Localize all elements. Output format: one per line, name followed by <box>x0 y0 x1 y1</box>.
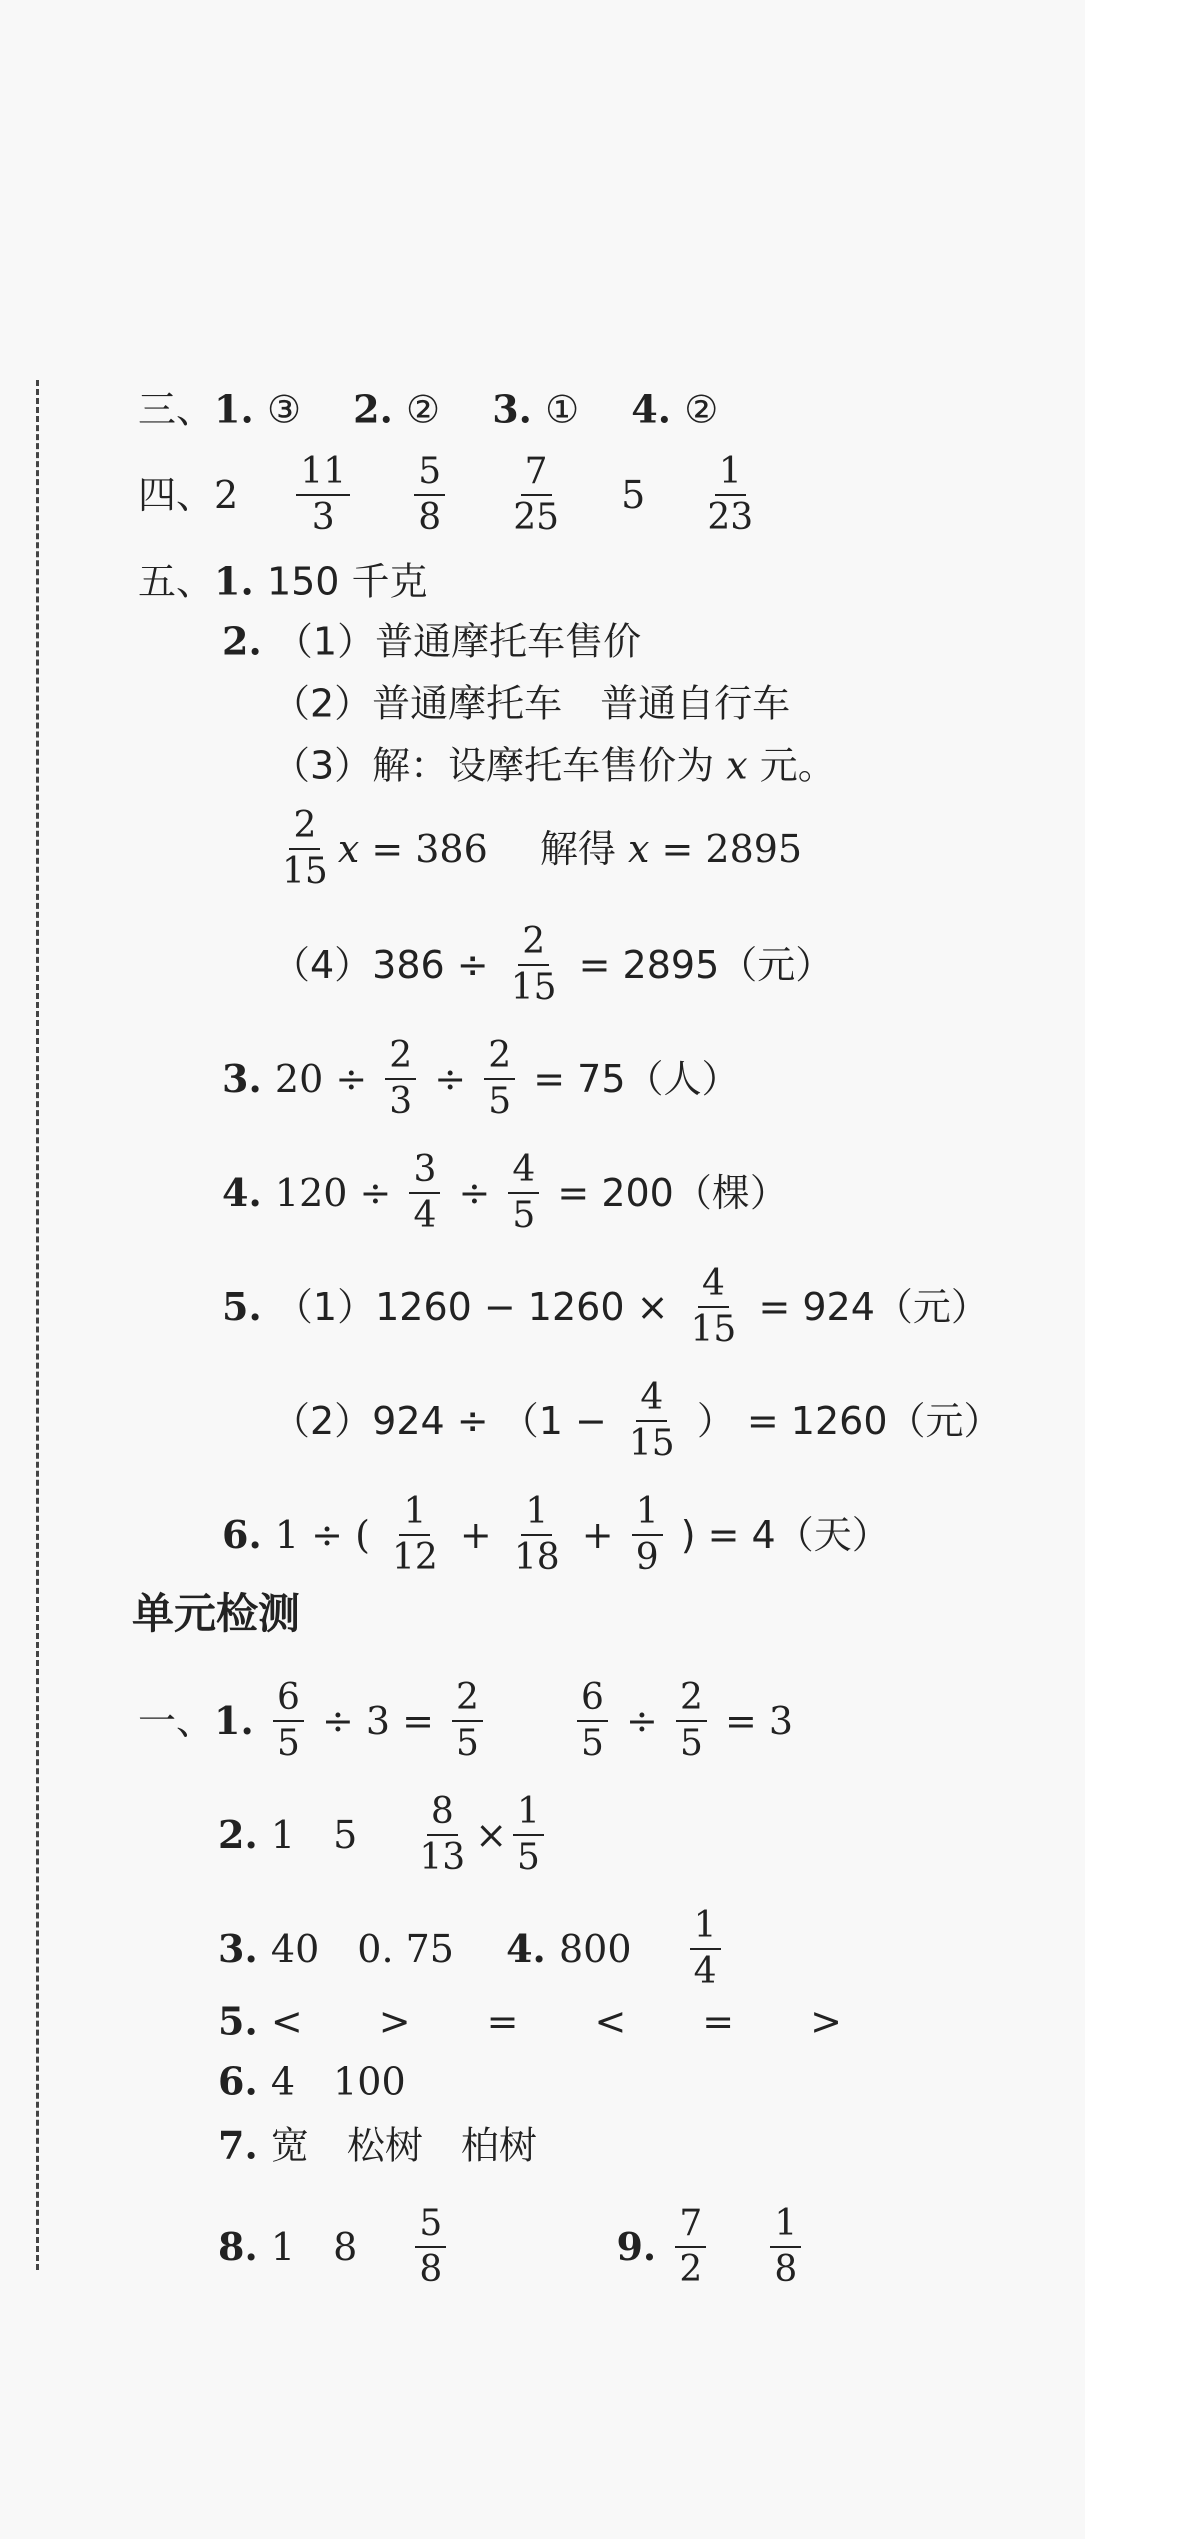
operator: ÷ <box>458 1171 491 1215</box>
expression: 120 ÷ <box>274 1171 392 1215</box>
answer-result: = 3 <box>724 1699 794 1743</box>
section-3-answers: 三、1. ③ 2. ② 3. ① 4. ② <box>138 386 719 432</box>
fraction: $\frac{1}{5}$ <box>513 1792 544 1878</box>
section-5-q2-p4 <box>272 922 833 1008</box>
unit-q8-q9: 8. 1 8 $\frac{5}{8}$ 9. $\frac{7}{2}$ $\frac{1}{8}$ <box>218 2204 807 2290</box>
operator: ÷ <box>434 1057 467 1101</box>
fraction: $\frac{8}{13}$ <box>419 1791 466 1878</box>
answer: 1 8 <box>270 2225 358 2269</box>
operator: + <box>459 1513 492 1557</box>
expression: （1）1260 − 1260 × <box>274 1285 669 1329</box>
section-label: 一、 <box>138 1699 215 1743</box>
fraction: $\frac{5}{8}$ <box>414 452 445 538</box>
item-number: 3 <box>492 386 519 432</box>
item-number: 4 <box>222 1170 249 1215</box>
expression: 1 ÷ ( <box>274 1513 370 1557</box>
answer: 1 5 <box>270 1813 358 1857</box>
unit-q2: 2. 1 5 $\frac{8}{13}$ × $\frac{1}{5}$ <box>218 1792 550 1878</box>
answer: ② <box>684 387 719 432</box>
section-5-q2-equation <box>278 806 802 892</box>
answer: 4 100 <box>270 2059 406 2104</box>
expression: （2）924 ÷ （1 − <box>272 1399 607 1443</box>
unit-q5: 5. < > = < = > <box>218 1998 842 2044</box>
answer: （4）386 ÷ <box>272 943 489 987</box>
answer-suffix: 元。 <box>747 743 836 788</box>
answer-result: ) = 4（天） <box>680 1513 890 1557</box>
fraction: $\frac{2}{5}$ <box>676 1678 707 1764</box>
answer: 5 <box>621 473 646 517</box>
fraction: $\frac{5}{8}$ <box>415 2204 446 2290</box>
unit-test-heading: 单元检测 <box>132 1589 301 1638</box>
section-5-q1: 五、1. 150 千克 <box>138 558 428 604</box>
section-5-q6: 6. 1 ÷ ( $\frac{1}{12}$ + $\frac{1}{18}$ + $\frac{1}{9}$ ) = 4（天） <box>222 1491 890 1578</box>
item-number: 6 <box>218 2058 245 2104</box>
fraction: $\frac{11}{3}$ <box>296 452 350 538</box>
fraction: $\frac{4}{15}$ <box>690 1263 737 1350</box>
answer: ② <box>406 387 441 432</box>
fraction: $\frac{1}{18}$ <box>513 1491 560 1578</box>
unit-q1: 一、1. $\frac{6}{5}$ ÷ 3 = $\frac{2}{5}$ $\frac{6}{5}$ ÷ $\frac{2}{5}$ = 3 <box>138 1677 794 1764</box>
answer: （3）解：设摩托车售价为 <box>272 743 715 788</box>
fraction: $\frac{1}{9}$ <box>632 1492 663 1578</box>
item-number: 1 <box>214 558 241 604</box>
cut-line <box>36 380 39 2270</box>
expression: 20 ÷ <box>274 1057 368 1101</box>
section-label: 五、 <box>138 559 215 604</box>
item-number: 1 <box>214 386 241 432</box>
answer-result: ） = 1260（元） <box>696 1399 1002 1443</box>
item-number: 5 <box>222 1284 249 1329</box>
answer: （2）普通摩托车 普通自行车 <box>272 681 791 726</box>
answer: < > = < = > <box>270 1999 842 2044</box>
answer: 2 <box>214 473 239 517</box>
answer: （1）普通摩托车售价 <box>274 619 642 664</box>
section-5-q2-p3 <box>272 740 836 788</box>
item-number: 2 <box>222 618 249 664</box>
answer: 800 <box>558 1927 632 1971</box>
item-number: 2 <box>218 1812 245 1857</box>
item-number: 6 <box>222 1512 249 1557</box>
fraction: $\frac{2}{15}$ <box>282 805 328 892</box>
fraction: $\frac{1}{4}$ <box>690 1906 721 1992</box>
operator: × <box>475 1813 508 1857</box>
fraction: $\frac{2}{15}$ <box>510 921 557 1008</box>
fraction: $\frac{4}{15}$ <box>628 1377 675 1464</box>
section-5-q3: 3. 20 ÷ $\frac{2}{3}$ ÷ $\frac{2}{5}$ = 75（人） <box>222 1035 740 1122</box>
fraction: $\frac{1}{8}$ <box>770 2204 801 2290</box>
answer-result: = 924（元） <box>758 1285 989 1329</box>
variable: x <box>337 827 360 871</box>
unit-q3-q4: 3. 40 0. 75 4. 800 $\frac{1}{4}$ <box>218 1906 727 1992</box>
operator: ÷ <box>626 1699 658 1743</box>
item-number: 9 <box>616 2224 643 2269</box>
solution-value: = 2895 <box>649 827 803 871</box>
fraction: $\frac{2}{3}$ <box>385 1036 416 1122</box>
section-5-q4: 4. 120 ÷ $\frac{3}{4}$ ÷ $\frac{4}{5}$ = 200（棵） <box>222 1149 788 1236</box>
answer: ③ <box>266 387 302 432</box>
answer-result: = 200（棵） <box>557 1171 788 1215</box>
item-number: 7 <box>218 2122 245 2168</box>
section-5-q2-p2 <box>272 678 790 726</box>
fraction: $\frac{2}{5}$ <box>452 1678 483 1764</box>
section-label: 三、 <box>138 387 215 432</box>
section-5-q5-p2 <box>272 1378 1002 1464</box>
equation-rhs: = 386 <box>359 827 488 871</box>
section-5-q2-p1: 2. （1）普通摩托车售价 <box>222 618 642 664</box>
fraction: $\frac{3}{4}$ <box>409 1150 440 1236</box>
answer-result: = 2895（元） <box>578 943 834 987</box>
item-number: 4 <box>631 386 658 432</box>
item-number: 5 <box>218 1998 245 2044</box>
section-label: 四、 <box>138 473 215 517</box>
section-4-answers <box>138 452 763 538</box>
unit-q6: 6. 4 100 <box>218 2058 406 2104</box>
fraction: $\frac{6}{5}$ <box>577 1678 608 1764</box>
variable: x <box>627 827 650 871</box>
fraction: $\frac{7}{25}$ <box>513 451 560 538</box>
fraction: $\frac{1}{12}$ <box>392 1491 438 1578</box>
fraction: $\frac{7}{2}$ <box>675 2204 706 2290</box>
item-number: 3 <box>222 1056 249 1101</box>
fraction: $\frac{1}{23}$ <box>707 451 754 538</box>
expression: ÷ 3 = <box>321 1699 434 1743</box>
section-5-q5-p1: 5. （1）1260 − 1260 × $\frac{4}{15}$ = 924（元） <box>222 1263 989 1350</box>
item-number: 3 <box>218 1926 245 1971</box>
variable: x <box>726 743 748 788</box>
item-number: 8 <box>218 2224 245 2269</box>
answer: 150 千克 <box>266 559 428 604</box>
operator: + <box>581 1513 614 1557</box>
fraction: $\frac{6}{5}$ <box>273 1678 304 1764</box>
answer: ① <box>545 387 580 432</box>
answer: 40 0. 75 <box>270 1927 454 1971</box>
item-number: 1 <box>214 1698 241 1743</box>
fraction: $\frac{2}{5}$ <box>484 1036 515 1122</box>
fraction: $\frac{4}{5}$ <box>508 1150 539 1236</box>
unit-q7: 7. 宽 松树 柏树 <box>218 2122 537 2168</box>
item-number: 4 <box>506 1926 533 1971</box>
answer-result: = 75（人） <box>533 1057 740 1101</box>
item-number: 2 <box>353 386 380 432</box>
solution-label: 解得 <box>539 827 628 871</box>
answer: 宽 松树 柏树 <box>270 2123 537 2168</box>
